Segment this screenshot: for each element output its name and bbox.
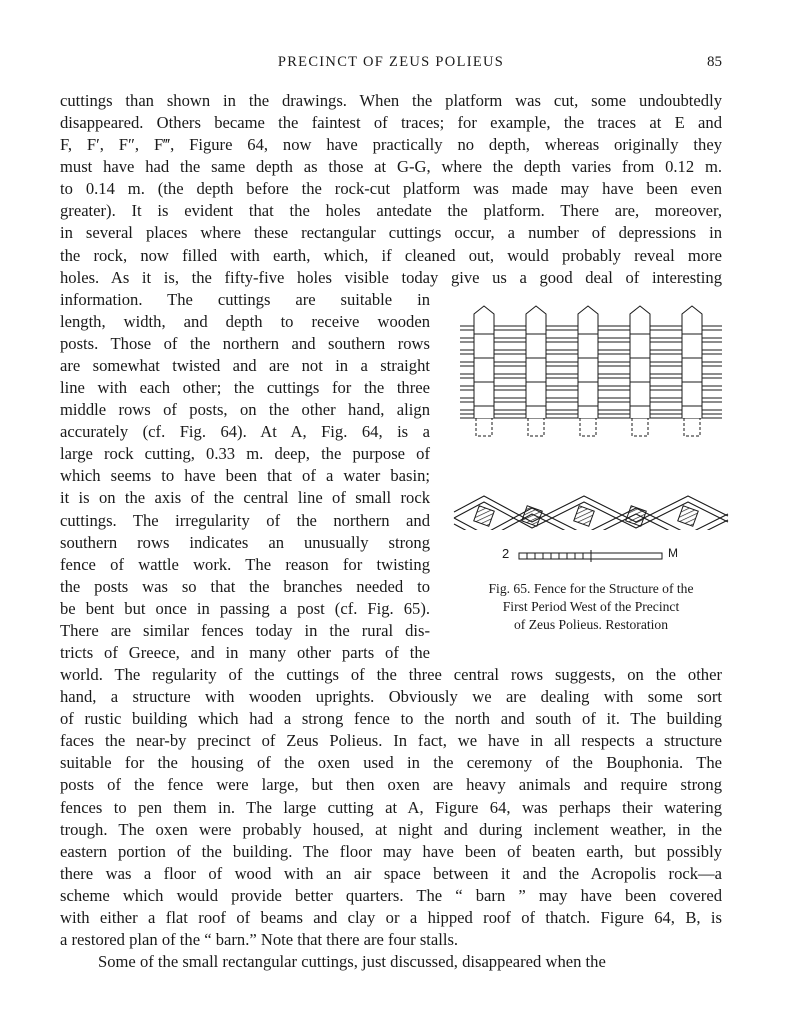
- text-line: to 0.14 m. (the depth before the rock-cut platform was made may have been even: [60, 179, 722, 199]
- text-line: tricts of Greece, and in many other parts of the: [60, 643, 430, 662]
- text-line: F, F′, F″, F‴, Figure 64, now have practically no depth, whereas originally they: [60, 135, 722, 155]
- text-line: there was a floor of wood with an air space between it and the Acropolis rock—a: [60, 863, 722, 883]
- figure-caption: [446, 580, 736, 634]
- text-line: fence of wattle work. The reason for twisting: [60, 554, 430, 574]
- text-line: accurately (cf. Fig. 64). At A, Fig. 64, is a: [60, 422, 430, 442]
- running-title: PRECINCT OF ZEUS POLIEUS: [277, 54, 505, 70]
- text-line: world. The regularity of the cuttings of the three central rows suggests, on the other: [60, 665, 722, 685]
- text-line: a restored plan of the “ barn.” Note that there are four stalls.: [60, 930, 459, 950]
- text-line: middle rows of posts, on the other hand, align: [60, 400, 430, 420]
- text-line: must have had the same depth as those at G-G, where the depth varies from 0.12 m.: [60, 157, 722, 177]
- post-footings: [476, 418, 700, 436]
- page-number: 85: [707, 54, 722, 70]
- text-line: it is on the axis of the central line of small rock: [60, 488, 430, 508]
- text-line: hand, a structure with wooden uprights. Obviously we are dealing with some sort: [60, 687, 722, 707]
- text-line: which seems to have been that of a water basin;: [60, 466, 430, 486]
- text-line: trough. The oxen were probably housed, at night and during inclement weather, in the: [60, 819, 722, 839]
- fence-elevation-drawing: [460, 306, 722, 436]
- text-line: scheme which would provide better quarters. The “ barn ” may have been covered: [60, 885, 722, 905]
- text-line: eastern portion of the building. The floor may have been of beaten earth, but possibly: [60, 841, 722, 861]
- scale-bar-right-label: M: [668, 546, 678, 560]
- text-line: There are similar fences today in the rural dis-: [60, 620, 430, 640]
- figure-65-drawing: [446, 290, 736, 530]
- text-line: disappeared. Others became the faintest of traces; for example, the traces at E and: [60, 113, 722, 133]
- scale-bar: [518, 550, 664, 562]
- text-line: cuttings than shown in the drawings. When the platform was cut, some undoubtedly: [60, 91, 722, 110]
- caption-line: Fig. 65. Fence for the Structure of the: [488, 581, 694, 596]
- text-line: posts. Those of the northern and southern rows: [60, 333, 430, 353]
- page-header: [60, 54, 722, 76]
- caption-line: of Zeus Polieus. Restoration: [513, 617, 669, 632]
- caption-line: First Period West of the Precinct: [502, 599, 680, 614]
- text-line: fences to pen them in. The large cutting at A, Figure 64, was perhaps their watering: [60, 797, 722, 817]
- text-line: suitable for the housing of the oxen used in the ceremony of the Bouphonia. The: [60, 753, 722, 773]
- text-line: cuttings. The irregularity of the northern and: [60, 510, 430, 530]
- text-line: line with each other; the cuttings for the three: [60, 378, 430, 398]
- text-line: of rustic building which had a strong fence to the north and south of it. The building: [60, 709, 722, 729]
- text-line: greater). It is evident that the holes antedate the platform. There are, moreover,: [60, 201, 722, 221]
- text-line: faces the near-by precinct of Zeus Polieus. In fact, we have in all respects a structure: [60, 731, 722, 751]
- text-line: in several places where these rectangular cuttings occur, a number of depressions in: [60, 223, 722, 243]
- text-line: Some of the small rectangular cuttings, just discussed, disappeared when the: [98, 952, 606, 972]
- text-line: holes. As it is, the fifty-five holes visible today give us a good deal of interesting: [60, 267, 722, 287]
- text-line: posts of the fence were large, but then oxen are heavy animals and require strong: [60, 775, 722, 795]
- text-line: the rock, now filled with earth, which, if cleaned out, would probably reveal more: [60, 245, 722, 265]
- text-line: information. The cuttings are suitable in: [60, 289, 430, 309]
- text-line: large rock cutting, 0.33 m. deep, the purpose of: [60, 444, 430, 464]
- text-line: with either a flat roof of beams and clay or a hipped roof of thatch. Figure 64, B, is: [60, 907, 722, 927]
- figure-65: [446, 290, 736, 640]
- scale-bar-left-label: 2: [502, 546, 510, 561]
- fence-plan-drawing: [454, 496, 728, 530]
- text-line: southern rows indicates an unusually strong: [60, 532, 430, 552]
- text-line: length, width, and depth to receive wooden: [60, 311, 430, 331]
- text-line: the posts was so that the branches needed to: [60, 576, 430, 596]
- text-line: be bent but once in passing a post (cf. Fig. 65).: [60, 598, 430, 618]
- text-line: are somewhat twisted and are not in a straight: [60, 355, 430, 375]
